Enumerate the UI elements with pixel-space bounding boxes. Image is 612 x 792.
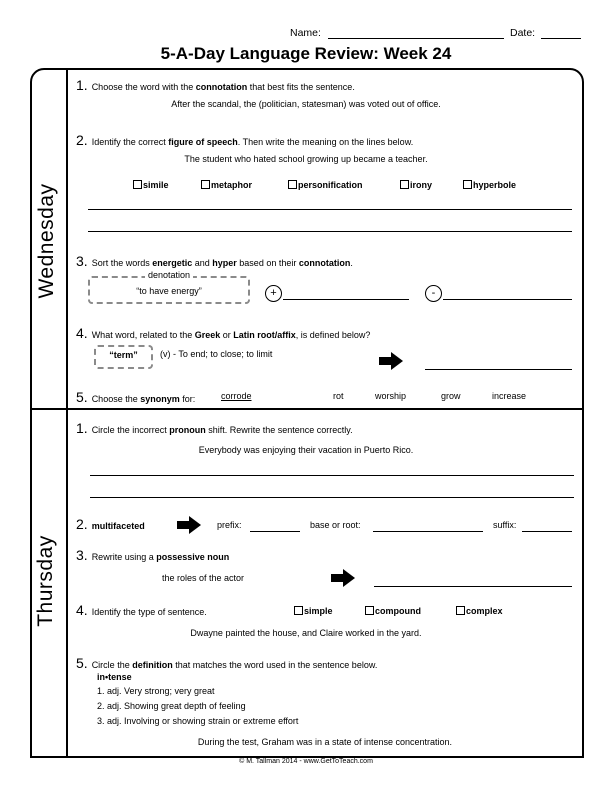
synonym-option-increase[interactable]: increase	[492, 391, 527, 401]
definition-2[interactable]: 2. adj. Showing great depth of feeling	[97, 701, 246, 711]
copyright-footer: © M. Tallman 2014 - www.GetToTeach.com	[239, 758, 373, 765]
negative-answer-line[interactable]	[443, 299, 572, 300]
thu-q3-prompt: 3. Rewrite using a possessive noun	[76, 547, 230, 563]
option-hyperbole[interactable]: hyperbole	[463, 180, 516, 190]
prefix-label: prefix:	[217, 520, 242, 530]
answer-line[interactable]	[88, 231, 572, 232]
dictionary-word: in•tense	[97, 672, 132, 682]
side-divider	[66, 70, 68, 756]
thu-q1-prompt: 1. Circle the incorrect pronoun shift. Rewrite the sentence correctly.	[76, 420, 353, 436]
denotation-text: “to have energy”	[136, 286, 202, 296]
wednesday-label: Wednesday	[35, 183, 58, 299]
base-label: base or root:	[310, 520, 361, 530]
checkbox-icon[interactable]	[201, 180, 210, 189]
possessive-phrase: the roles of the actor	[162, 573, 245, 583]
thu-q4-prompt: 4. Identify the type of sentence.	[76, 602, 207, 618]
wed-q2-prompt: 2. Identify the correct figure of speech. Then write the meaning on the lines below.	[76, 132, 414, 148]
answer-line[interactable]	[90, 497, 574, 498]
thu-q1-sentence[interactable]: Everybody was enjoying their vacation in Puerto Rico.	[198, 445, 414, 455]
checkbox-icon[interactable]	[294, 606, 303, 615]
definition-3[interactable]: 3. adj. Involving or showing strain or extreme effort	[97, 716, 299, 726]
checkbox-icon[interactable]	[400, 180, 409, 189]
name-field[interactable]	[328, 38, 504, 39]
wed-q1-sentence[interactable]: After the scandal, the (politician, statesman) was voted out of office.	[171, 99, 441, 109]
synonym-option-grow[interactable]: grow	[441, 391, 461, 401]
wed-q3-prompt: 3. Sort the words energetic and hyper based on their connotation.	[76, 253, 353, 269]
prefix-line[interactable]	[250, 531, 300, 532]
checkbox-icon[interactable]	[463, 180, 472, 189]
date-label: Date:	[510, 27, 536, 39]
root-definition: (v) - To end; to close; to limit	[160, 349, 273, 359]
synonym-option-worship[interactable]: worship	[375, 391, 407, 401]
checkbox-icon[interactable]	[133, 180, 142, 189]
option-simple[interactable]: simple	[294, 606, 333, 616]
suffix-label: suffix:	[493, 520, 517, 530]
answer-line[interactable]	[374, 586, 572, 587]
option-metaphor[interactable]: metaphor	[201, 180, 252, 190]
thu-q5-sentence: During the test, Graham was in a state of intense concentration.	[197, 737, 453, 747]
suffix-line[interactable]	[522, 531, 572, 532]
thu-q5-prompt: 5. Circle the definition that matches the word used in the sentence below.	[76, 655, 378, 671]
day-divider	[30, 408, 584, 410]
root-term: “term”	[109, 350, 138, 360]
answer-line[interactable]	[425, 369, 572, 370]
thu-q4-sentence: Dwayne painted the house, and Claire worked in the yard.	[190, 628, 422, 638]
option-complex[interactable]: complex	[456, 606, 503, 616]
option-compound[interactable]: compound	[365, 606, 421, 616]
wed-q4-prompt: 4. What word, related to the Greek or Latin root/affix, is defined below?	[76, 325, 371, 341]
wed-q5-prompt: 5. Choose the synonym for:	[76, 389, 196, 405]
positive-answer-line[interactable]	[283, 299, 409, 300]
thursday-label: Thursday	[34, 535, 57, 627]
synonym-target-word: corrode	[221, 391, 252, 401]
checkbox-icon[interactable]	[365, 606, 374, 615]
checkbox-icon[interactable]	[456, 606, 465, 615]
definition-1[interactable]: 1. adj. Very strong; very great	[97, 686, 215, 696]
synonym-option-rot[interactable]: rot	[333, 391, 344, 401]
option-irony[interactable]: irony	[400, 180, 432, 190]
thu-q2-prompt: 2. multifaceted	[76, 516, 145, 532]
option-personification[interactable]: personification	[288, 180, 363, 190]
plus-icon: +	[265, 285, 282, 302]
base-line[interactable]	[373, 531, 483, 532]
wed-q1-prompt: 1. Choose the word with the connotation that best fits the sentence.	[76, 77, 355, 93]
option-simile[interactable]: simile	[133, 180, 169, 190]
answer-line[interactable]	[88, 209, 572, 210]
answer-line[interactable]	[90, 475, 574, 476]
date-field[interactable]	[541, 38, 581, 39]
page-title: 5-A-Day Language Review: Week 24	[160, 44, 452, 63]
checkbox-icon[interactable]	[288, 180, 297, 189]
name-label: Name:	[290, 27, 321, 39]
wed-q2-sentence: The student who hated school growing up became a teacher.	[184, 154, 428, 164]
minus-icon: -	[425, 285, 442, 302]
denotation-title: denotation	[88, 270, 250, 280]
